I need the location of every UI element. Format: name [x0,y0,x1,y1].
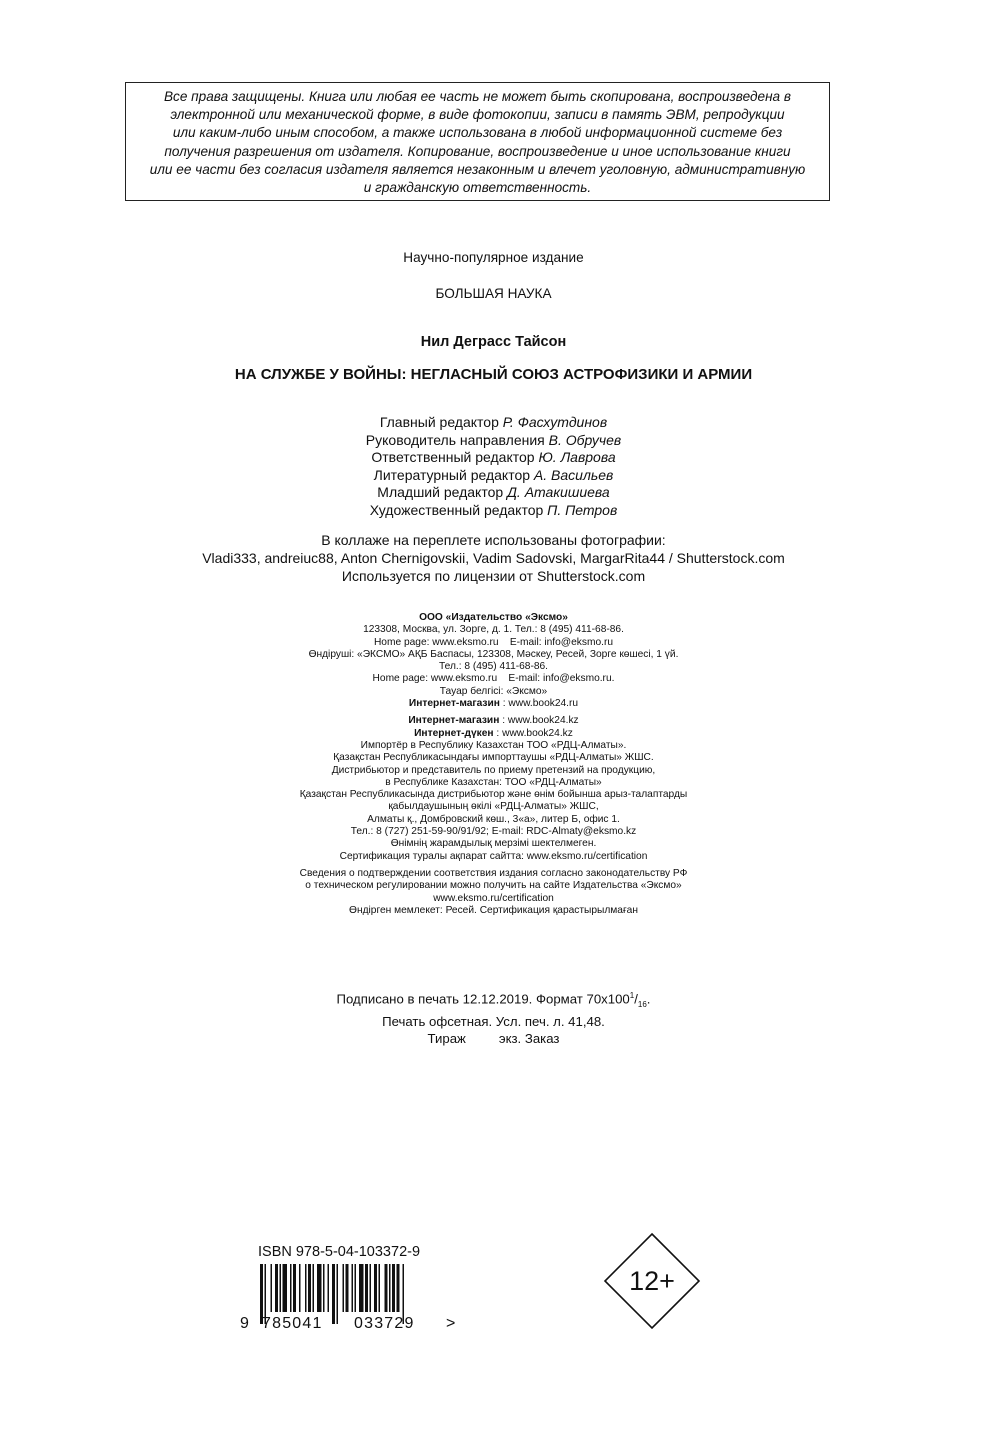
barcode-digit-lead: 9 [240,1315,249,1332]
barcode-bar [283,1264,288,1312]
barcode-bar [299,1264,301,1312]
copyright-notice [125,82,830,201]
barcode-bar [332,1264,335,1324]
print-format-line: Печать офсетная. Усл. печ. л. 41,48. [382,1014,605,1030]
publisher-line: Home page: www.eksmo.ru E-mail: info@eksmo.ru [373,636,614,648]
kz-info-line: Дистрибьютор и представитель по приему претензий на продукцию, [331,764,656,776]
barcode-bar [352,1264,354,1312]
barcode-bar [317,1264,322,1312]
barcode-bar [337,1264,339,1324]
publisher-line: 123308, Москва, ул. Зорге, д. 1. Тел.: 8 (495) 411-68-86. [363,624,624,636]
age-rating-badge [603,1232,701,1330]
barcode-bar [305,1264,307,1312]
editors-list [0,414,987,520]
barcode-bar [293,1264,296,1312]
barcode-quiet-marker: > [446,1315,456,1332]
kz-info-line: Тел.: 8 (727) 251-59-90/91/92; E-mail: RDC-Almaty@eksmo.kz [350,826,637,838]
barcode-bar [392,1264,395,1312]
barcode-bar [290,1264,292,1312]
publisher-line: Home page: www.eksmo.ru E-mail: info@eksmo.ru. [372,673,615,685]
publisher-line: Өндіруші: «ЭКСМО» АҚБ Баспасы, 123308, Мәскеу, Ресей, Зорге көшесі, 1 үй. [308,648,679,660]
barcode-bar [313,1264,315,1312]
print-signed-line: Подписано в печать 12.12.2019. Формат $70x100^1/_{16}$. [336,991,651,1010]
series-name: БОЛЬШАЯ НАУКА [435,286,552,301]
barcode-bar [374,1264,377,1312]
barcode-digits-left: 785041 [262,1315,323,1332]
barcode-bar [397,1264,400,1312]
online-shop-kz-kazakh: Интернет-дүкен : www.book24.kz [414,727,573,739]
barcode-digits-right: 033729 [354,1315,415,1332]
author-name: Нил Деграсс Тайсон [420,334,567,350]
kz-info-line: в Республике Казахстан: ТОО «РДЦ-Алматы» [385,776,602,788]
copyright-line: получения разрешения от издателя. Копирование, воспроизведение и иное использование книги [164,143,791,159]
kz-info-line: қабылдаушының өкілі «РДЦ-Алматы» ЖШС, [388,801,599,813]
publisher-line: Тел.: 8 (495) 411-68-86. [438,661,549,673]
kz-info-line: Сертификация туралы ақпарат сайтта: www.eksmo.ru/certification [339,850,648,862]
print-run-line: Тираж экз. Заказ [427,1031,560,1047]
genre-label: Научно-популярное издание [403,250,584,265]
copyright-line: электронной или механической форме, в виде фотокопии, записи в память ЭВМ, репродукции [170,107,785,123]
kz-info-line: Алматы қ., Домбровский көш., 3«а», литер Б, офис 1. [367,813,620,825]
editor-line: Ответственный редактор Ю. Лаврова [371,449,616,466]
barcode-bar [271,1264,273,1312]
photo-credit-line: Используется по лицензии от Shutterstock.com [341,568,646,584]
copyright-line: или каким-либо иным способом, а также использована в любой информационной системе без [172,125,783,141]
copyright-line: и гражданскую ответственность. [363,180,592,196]
kz-info-line: Қазақстан Республикасындағы импорттаушы «РДЦ-Алматы» ЖШС. [333,752,654,764]
editor-line: Главный редактор Р. Фасхутдинов [379,414,608,430]
barcode-bar [365,1264,368,1312]
photo-credit-line: Vladi333, andreiuc88, Anton Chernigovskii, Vadim Sadovski, MargarRita44 / Shutterstock.com [202,550,785,566]
online-shop-ru: Интернет-магазин : www.book24.ru [408,698,579,710]
certification-line: www.eksmo.ru/certification [433,892,554,904]
publisher-line: Тауар белгісі: «Эксмо» [439,685,548,697]
online-shop-kz: Интернет-магазин : www.book24.kz [408,715,579,727]
publisher-info [0,612,987,917]
barcode-bar [275,1264,278,1312]
kz-info-line: Өнімнің жарамдылық мерзімі шектелмеген. [390,838,597,850]
barcode-bar [343,1264,345,1312]
editor-line: Художественный редактор П. Петров [369,501,618,518]
copyright-line: Все права защищены. Книга или любая ее часть не может быть скопирована, воспроизведена в [163,89,791,104]
barcode-bar [359,1264,364,1312]
copyright-line: или ее части без согласия издателя является незаконным и влечет уголовную, административную [149,161,806,177]
publisher-name: ООО «Издательство «Эксмо» [419,612,568,623]
kz-info-line: Қазақстан Республикасында дистрибьютор және өнім бойынша арыз-талаптарды [299,789,688,801]
isbn-barcode [240,1262,470,1332]
editor-line: Младший редактор Д. Атакишиева [377,484,610,501]
barcode-bar [323,1264,325,1312]
barcode-bar [308,1264,311,1312]
photo-credit-line: В коллаже на переплете использованы фотографии: [321,532,666,548]
certification-line: о техническом регулировании можно получить на сайте Издательства «Эксмо» [305,880,682,892]
kz-info-line: Импортёр в Республику Казахстан ТОО «РДЦ-Алматы». [360,739,627,751]
book-title: НА СЛУЖБЕ У ВОЙНЫ: НЕГЛАСНЫЙ СОЮЗ АСТРОФИЗИКИ И АРМИИ [234,366,753,383]
barcode-bar [379,1264,381,1312]
editor-line: Литературный редактор А. Васильев [373,466,614,483]
isbn-number: ISBN 978-5-04-103372-9 [258,1244,421,1260]
editor-line: Руководитель направления В. Обручев [365,431,622,448]
barcode-bar [280,1264,282,1312]
barcode-bar [328,1264,330,1312]
barcode-bar [370,1264,372,1312]
barcode-bar [385,1264,388,1312]
barcode-bar [355,1264,357,1312]
certification-line: Өндірген мемлекет: Ресей. Сертификация қарастырылмаған [349,904,638,916]
barcode-bar [389,1264,391,1312]
age-rating-label: 12+ [629,1266,675,1296]
barcode-bar [346,1264,349,1312]
photo-credits [0,531,987,585]
certification-line: Сведения о подтверждении соответствия издания согласно законодательству РФ [299,867,688,879]
print-details [0,987,987,1048]
